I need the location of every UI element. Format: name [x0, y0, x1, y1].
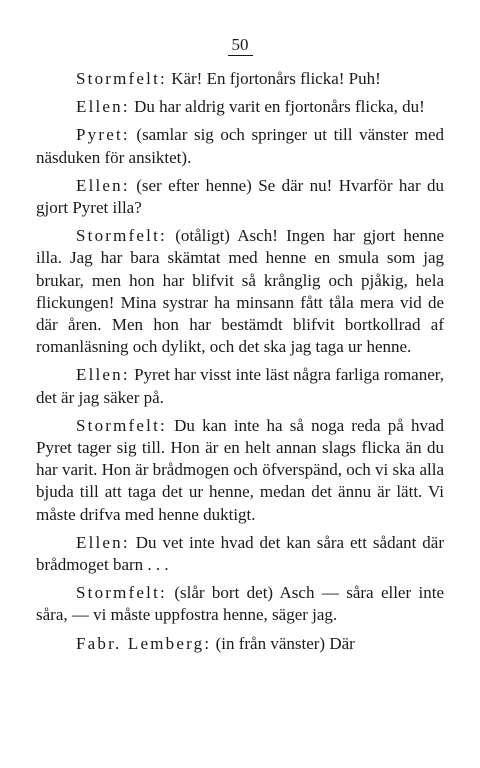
- speaker-name: Stormfelt:: [76, 415, 167, 435]
- dialogue-line: [36, 68, 444, 90]
- dialogue-text: (otåligt) Asch! Ingen har gjort henne illa. Jag har bara skämtat med henne en smula som jag brukar, men hon har blifvit så krånglig och pjåkig, hela flickungen! Mina systrar ha minsann fått tåla mera vid de där åren. Men hon har bestämdt blifvit bortkollrad af romanläsning och dylikt, och det ska jag taga ur henne.: [36, 226, 444, 357]
- dialogue-text: Du vet inte hvad det kan såra ett sådant där brådmoget barn . . .: [36, 532, 444, 575]
- speaker-name: Pyret:: [76, 125, 130, 145]
- speaker-name: Stormfelt:: [76, 226, 167, 246]
- speaker-name: Ellen:: [76, 532, 130, 552]
- page-number: 50: [36, 34, 444, 56]
- dialogue-line: [36, 124, 444, 168]
- dialogue-text: (samlar sig och springer ut till vänster med näsduken för ansiktet).: [36, 125, 445, 167]
- dialogue-line: [36, 415, 444, 526]
- dialogue-line: [36, 175, 444, 219]
- dialogue-line: [36, 633, 444, 655]
- dialogue-line: [36, 225, 444, 358]
- dialogue-text: Pyret har visst inte läst några farliga romaner, det är jag säker på.: [36, 365, 444, 407]
- speaker-name: Fabr. Lemberg:: [76, 633, 212, 653]
- dialogue-text: Du kan inte ha så noga reda på hvad Pyret tager sig till. Hon är en helt annan slags flicka än du har varit. Hon är brådmogen och öfverspänd, och vi ska alla bjuda till att taga det ur henne, medan det ännu är lätt. Vi måste drifva med henne duktigt.: [36, 415, 444, 524]
- speaker-name: Ellen:: [76, 365, 130, 385]
- dialogue-text: (in från vänster) Där: [215, 633, 355, 653]
- dialogue-text: (slår bort det) Asch — såra eller inte såra, — vi måste uppfostra henne, säger jag.: [36, 583, 445, 625]
- dialogue-line: [36, 96, 444, 118]
- speaker-name: Ellen:: [76, 175, 130, 195]
- speaker-name: Ellen:: [76, 97, 130, 117]
- dialogue-text: (ser efter henne) Se där nu! Hvarför har du gjort Pyret illa?: [36, 175, 444, 218]
- dialogue-line: [36, 532, 444, 576]
- book-page: [36, 34, 444, 661]
- dialogue-line: [36, 364, 444, 408]
- dialogue-text: Kär! En fjortonårs flicka! Puh!: [171, 69, 381, 88]
- speaker-name: Stormfelt:: [76, 583, 167, 603]
- speaker-name: Stormfelt:: [76, 69, 167, 88]
- dialogue-line: [36, 582, 444, 626]
- dialogue-text: Du har aldrig varit en fjortonårs flicka, du!: [134, 97, 425, 117]
